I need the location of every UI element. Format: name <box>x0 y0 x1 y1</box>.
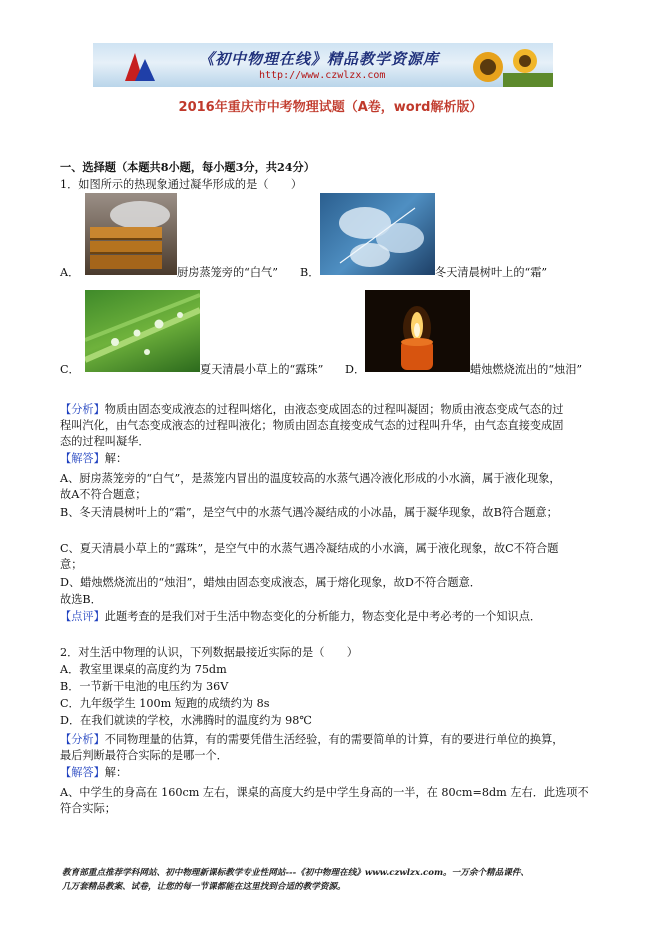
q1-option-b-letter[interactable]: B． <box>300 266 320 279</box>
q2-answer-suffix: 解： <box>104 766 128 779</box>
q1-option-d-text: 蜡烛燃烧流出的“烛泪” <box>470 363 583 376</box>
logo-icon <box>121 49 161 83</box>
candle-icon <box>365 290 470 372</box>
header-banner <box>93 43 553 87</box>
q1-choice: 故选B． <box>60 593 102 606</box>
banner-title: 《初中物理在线》精品教学资源库 <box>199 50 440 68</box>
q2-answer-tag: 【解答】 <box>60 766 105 779</box>
q1-option-b-text: 冬天清晨树叶上的“霜” <box>435 266 548 279</box>
q2-stem: 2．对生活中物理的认识，下列数据最接近实际的是（ ） <box>60 646 358 659</box>
q1-option-c-text: 夏天清晨小草上的“露珠” <box>200 363 324 376</box>
q1-option-a-letter[interactable]: A． <box>60 266 80 279</box>
q1-answer-a: A、厨房蒸笼旁的“白气”，是蒸笼内冒出的温度较高的水蒸气遇冷液化形成的小水滴，属于液化现象， <box>60 472 561 485</box>
q2-analysis-line-2: 最后判断最符合实际的是哪一个． <box>60 749 228 762</box>
q1-option-d-letter[interactable]: D． <box>345 363 366 376</box>
footer-line-2: 几万套精品教案、试卷，让您的每一节课都能在这里找到合适的教学资源。 <box>62 882 346 892</box>
q1-analysis-line-3: 态的过程叫凝华． <box>60 435 150 448</box>
q2-analysis-tag: 【分析】 <box>60 733 105 746</box>
q2-option-d[interactable]: D．在我们就读的学校，水沸腾时的温度约为 98℃ <box>60 714 312 727</box>
q1-stem: 1．如图所示的热现象通过凝华形成的是（ ） <box>60 178 303 191</box>
q1-image-dew <box>85 290 200 372</box>
dew-drops-icon <box>85 290 200 372</box>
q1-analysis-line-2: 程叫汽化，由气态变成液态的过程叫液化；物质由固态直接变成气态的过程叫升华，由气态直接变成固 <box>60 419 564 432</box>
q2-option-b[interactable]: B．一节新干电池的电压约为 36V <box>60 680 229 693</box>
q2-analysis-line-1: 不同物理量的估算，有的需要凭借生活经验，有的需要简单的计算，有的要进行单位的换算， <box>104 733 564 746</box>
q1-answer-c-2: 意； <box>60 558 83 571</box>
q1-answer-d: D、蜡烛燃烧流出的“烛泪”，蜡烛由固态变成液态，属于熔化现象，故D不符合题意． <box>60 576 481 589</box>
q1-option-c-letter[interactable]: C． <box>60 363 80 376</box>
q1-image-steamer <box>85 193 177 275</box>
q1-answer-c: C、夏天清晨小草上的“露珠”，是空气中的水蒸气遇冷凝结成的小水滴，属于液化现象，故C不符合题 <box>60 542 559 555</box>
q1-answer-suffix: 解： <box>104 452 128 465</box>
q1-answer-tag: 【解答】 <box>60 452 105 465</box>
q1-analysis-line-1: 物质由固态变成液态的过程叫熔化，由液态变成固态的过程叫凝固；物质由液态变成气态的过 <box>104 403 564 416</box>
q2-option-c[interactable]: C．九年级学生 100m 短跑的成绩约为 8s <box>60 697 270 710</box>
q1-comment-tag: 【点评】 <box>60 610 105 623</box>
document-title: 2016年重庆市中考物理试题（A卷，word解析版） <box>178 100 483 115</box>
q1-comment: 此题考查的是我们对于生活中物态变化的分析能力，物态变化是中考必考的一个知识点． <box>104 610 542 623</box>
steamer-icon <box>85 193 177 275</box>
frost-leaf-icon <box>320 193 435 275</box>
q2-answer-a-2: 符合实际； <box>60 802 116 815</box>
q2-option-a[interactable]: A．教室里课桌的高度约为 75dm <box>60 663 227 676</box>
q1-answer-b: B、冬天清晨树叶上的“霜”，是空气中的水蒸气遇冷凝结成的小冰晶，属于凝华现象，故B符合题意； <box>60 506 558 519</box>
q1-analysis-tag: 【分析】 <box>60 403 105 416</box>
q2-answer-a: A、中学生的身高在 160cm 左右，课桌的高度大约是中学生身高的一半，在 80cm=8dm 左右．此选项不 <box>60 786 589 799</box>
section-heading: 一、选择题（本题共8小题，每小题3分，共24分） <box>60 160 315 174</box>
banner-url[interactable]: http://www.czwlzx.com <box>259 70 386 81</box>
q1-image-candle <box>365 290 470 372</box>
footer-line-1: 教育部重点推荐学科网站、初中物理新课标教学专业性网站---《初中物理在线》www.czwlzx.com。一万余个精品课件、 <box>62 868 529 878</box>
q1-image-frost <box>320 193 435 275</box>
q1-answer-a-2: 故A不符合题意； <box>60 488 147 501</box>
q1-option-a-text: 厨房蒸笼旁的“白气” <box>177 266 278 279</box>
